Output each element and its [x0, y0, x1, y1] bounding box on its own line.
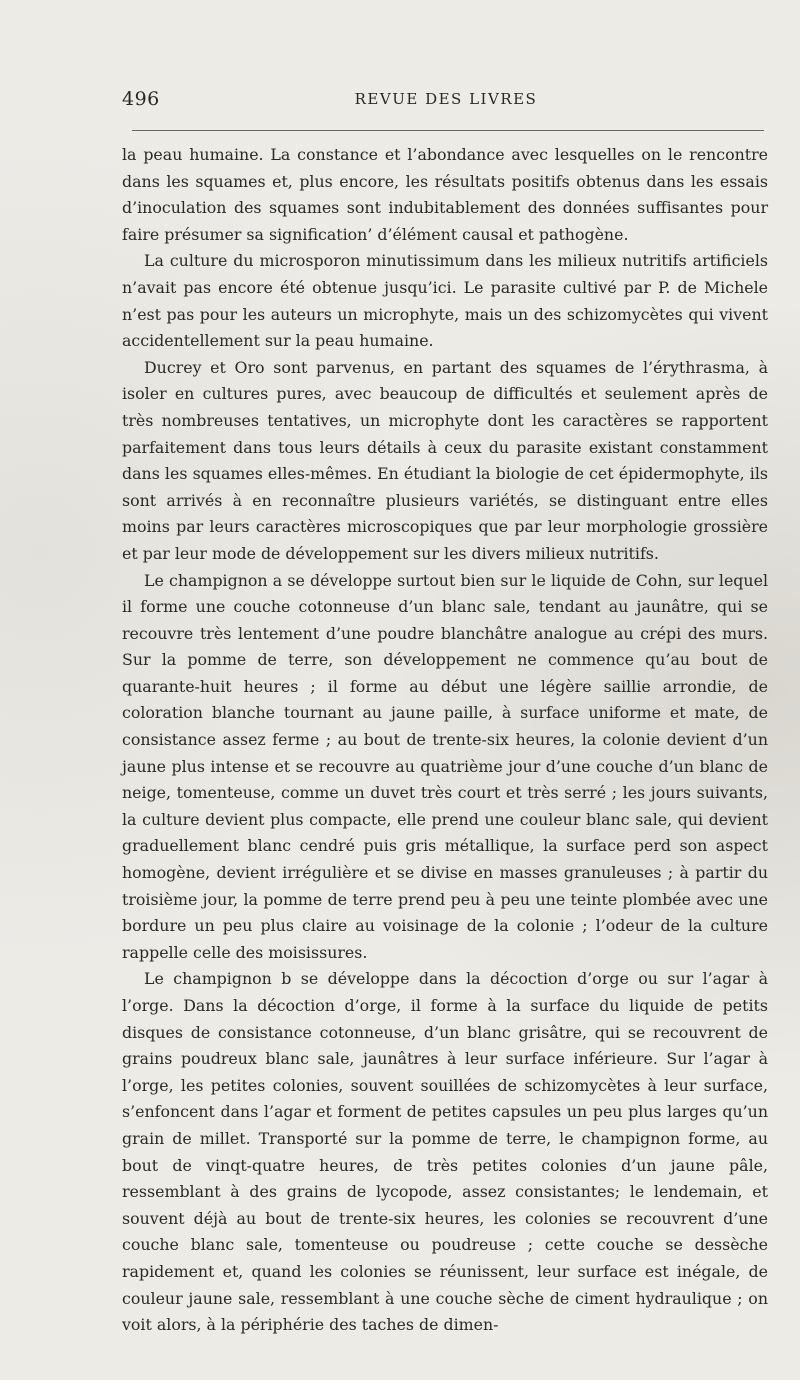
paragraph-champignon-b: Le champignon b se développe dans la décoction d’orge ou sur l’agar à l’orge. Dans la décoction d’orge, il forme à la surface du liquide de petits disques de consistance cotonneuse, d’un blanc grisâtre, qui se recouvrent de grains poudreux blanc sale, jaunâtres à leur surface inférieure. Sur l’agar à l’orge, les petites colonies, souvent souillées de schizomycètes à leur surface, s’enfoncent dans l’agar et forment de petites capsules un peu plus larges qu’un grain de millet. Transporté sur la pomme de terre, le champignon forme, au bout de vinqt-quatre heures, de très petites colonies d’un jaune pâle, ressemblant à des grains de lycopode, assez consistantes; le lendemain, et souvent déjà au bout de trente-six heures, les colonies se recouvrent d’une couche blanc sale, tomenteuse ou poudreuse ; cette couche se dessèche rapidement et, quand les colonies se réunissent, leur surface est inégale, de couleur jaune sale, ressemblant à une couche sèche de ciment hydraulique ; on voit alors, à la périphérie des taches de dimen- — [122, 969, 768, 1335]
paragraph-continued: la peau humaine. La constance et l’abondance avec lesquelles on le rencontre dans les squames et, plus encore, les résultats positifs obtenus dans les essais d’inoculation des squames sont indubitablement des données suffisantes pour faire présumer sa signification’ d’élément causal et pathogène. — [122, 145, 768, 244]
running-title: REVUE DES LIVRES — [354, 90, 538, 108]
paragraph-ducrey-oro: Ducrey et Oro sont parvenus, en partant des squames de l’érythrasma, à isoler en cultures pures, avec beaucoup de difficultés et seulement après de très nombreuses tentatives, un microphyte dont les caractères se rapportent parfaitement dans tous leurs détails à ceux du parasite existant constamment dans les squames elles-mêmes. En étudiant la biologie de cet épidermophyte, ils sont arrivés à en reconnaître plusieurs variétés, se distinguant entre elles moins par leurs caractères microscopiques que par leur morphologie grossière et par leur mode de développement sur les divers milieux nutritifs. — [122, 357, 768, 563]
header-divider — [132, 130, 764, 131]
body-text — [122, 142, 768, 1335]
page-header — [122, 88, 770, 118]
page-number: 496 — [122, 88, 160, 110]
paragraph-microsporon-culture: La culture du microsporon minutissimum dans les milieux nutritifs artificiels n’avait pas encore été obtenue jusqu’ici. Le parasite cultivé par P. de Michele n’est pas pour les auteurs un microphyte, mais un des schizomycètes qui vivent accidentellement sur la peau humaine. — [122, 251, 768, 351]
paragraph-champignon-a: Le champignon a se développe surtout bien sur le liquide de Cohn, sur lequel il forme une couche cotonneuse d’un blanc sale, tendant au jaunâtre, qui se recouvre très lentement d’une poudre blanchâtre analogue au crépi des murs. Sur la pomme de terre, son développement ne commence qu’au bout de quarante-huit heures ; il forme au début une légère saillie arrondie, de coloration blanche tournant au jaune paille, à surface uniforme et mate, de consistance assez ferme ; au bout de trente-six heures, la colonie devient d’un jaune plus intense et se recouvre au quatrième jour d’une couche d’un blanc de neige, tomenteuse, comme un duvet très court et très serré ; les jours suivants, la culture devient plus compacte, elle prend une couleur blanc sale, qui devient graduellement blanc cendré puis gris métallique, la surface perd son aspect homogène, devient irrégulière et se divise en masses granuleuses ; à partir du troisième jour, la pomme de terre prend peu à peu une teinte plombée avec une bordure un peu plus claire au voisinage de la colonie ; l’odeur de la culture rappelle celle des moisissures. — [122, 570, 768, 962]
